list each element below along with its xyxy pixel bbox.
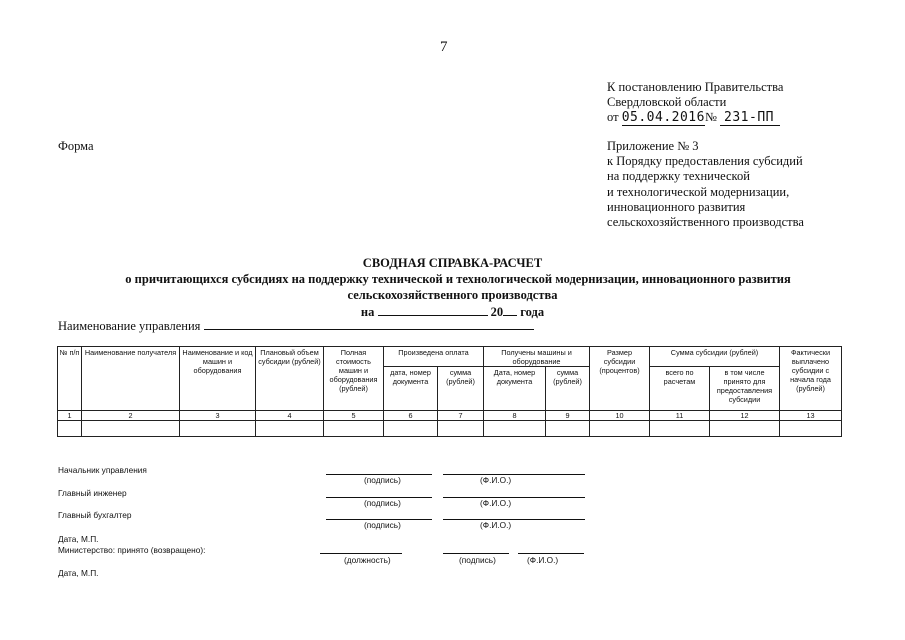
year-mid: 20	[490, 305, 504, 319]
head-label: Начальник управления	[58, 465, 147, 475]
table-cell[interactable]	[710, 421, 780, 437]
header-no: № п/п	[58, 347, 82, 411]
management-blank	[204, 317, 534, 330]
col-num: 9	[546, 411, 590, 421]
appendix-block	[607, 139, 804, 230]
ministry-name-line	[518, 553, 584, 554]
col-num: 8	[484, 411, 546, 421]
ministry-label: Министерство: принято (возвращено):	[58, 545, 206, 555]
appendix-line-6: сельскохозяйственного производства	[607, 215, 804, 230]
approval-no-label: №	[704, 110, 717, 124]
col-num: 13	[780, 411, 842, 421]
engineer-label: Главный инженер	[58, 488, 127, 498]
accountant-signature-caption: (подпись)	[364, 520, 401, 530]
ministry-signature-line	[443, 553, 509, 554]
header-actual-paid: Фактически выплачено субсидии с начала года (рублей)	[780, 347, 842, 411]
form-label: Форма	[58, 139, 94, 153]
date-mp-2: Дата, М.П.	[58, 568, 99, 578]
col-num: 10	[590, 411, 650, 421]
col-num: 1	[58, 411, 82, 421]
header-paid-sum: сумма (рублей)	[438, 367, 484, 411]
approval-block	[607, 80, 783, 126]
head-name-line	[443, 474, 585, 475]
header-paid: Произведена оплата	[384, 347, 484, 367]
appendix-line-4: и технологической модернизации,	[607, 184, 790, 199]
approval-line-2: Свердловской области	[607, 95, 727, 109]
table-cell[interactable]	[82, 421, 180, 437]
appendix-line-5: инновационного развития	[607, 199, 746, 214]
header-planned-subsidy: Плановый объем субсидии (рублей)	[256, 347, 324, 411]
table-cell[interactable]	[180, 421, 256, 437]
accountant-name-line	[443, 519, 585, 520]
header-received-sum: сумма (рублей)	[546, 367, 590, 411]
header-subsidy-accepted: в том числе принято для предоставления субсидии	[710, 367, 780, 411]
table-cell[interactable]	[590, 421, 650, 437]
header-received: Получены машины и оборудование	[484, 347, 590, 367]
summary-table	[57, 346, 842, 437]
col-num: 4	[256, 411, 324, 421]
approval-line-1: К постановлению Правительства	[607, 80, 784, 94]
table-cell[interactable]	[484, 421, 546, 437]
col-num: 2	[82, 411, 180, 421]
year-suffix: года	[520, 305, 545, 319]
table-cell[interactable]	[780, 421, 842, 437]
engineer-name-caption: (Ф.И.О.)	[480, 498, 512, 508]
col-num: 12	[710, 411, 780, 421]
ministry-position-caption: (должность)	[344, 555, 391, 565]
header-equipment: Наименование и код машин и оборудования	[180, 347, 256, 411]
ministry-name-caption: (Ф.И.О.)	[527, 555, 559, 565]
page-number: 7	[440, 39, 448, 55]
head-name-caption: (Ф.И.О.)	[480, 475, 512, 485]
table-cell[interactable]	[438, 421, 484, 437]
header-subsidy-total: всего по расчетам	[650, 367, 710, 411]
header-full-cost: Полная стоимость машин и оборудования (рублей)	[324, 347, 384, 411]
engineer-signature-caption: (подпись)	[364, 498, 401, 508]
document-title: СВОДНАЯ СПРАВКА-РАСЧЕТ	[362, 256, 543, 270]
document-subtitle-2: сельскохозяйственного производства	[347, 288, 558, 302]
header-recipient: Наименование получателя	[82, 347, 180, 411]
approval-number: 231-ПП	[720, 110, 780, 126]
accountant-name-caption: (Ф.И.О.)	[480, 520, 512, 530]
col-num: 11	[650, 411, 710, 421]
engineer-name-line	[443, 497, 585, 498]
col-num: 7	[438, 411, 484, 421]
table-cell[interactable]	[58, 421, 82, 437]
table-cell[interactable]	[384, 421, 438, 437]
date-prefix: на	[360, 305, 375, 319]
head-signature-caption: (подпись)	[364, 475, 401, 485]
table-cell[interactable]	[650, 421, 710, 437]
accountant-label: Главный бухгалтер	[58, 510, 132, 520]
table-cell[interactable]	[256, 421, 324, 437]
header-received-doc: Дата, номер документа	[484, 367, 546, 411]
date-blank	[378, 304, 488, 316]
header-paid-doc: дата, номер документа	[384, 367, 438, 411]
table-cell[interactable]	[324, 421, 384, 437]
table-cell[interactable]	[546, 421, 590, 437]
management-line	[58, 317, 534, 334]
header-rate: Размер субсидии (процентов)	[590, 347, 650, 411]
management-label: Наименование управления	[58, 319, 201, 333]
appendix-line-2: к Порядку предоставления субсидий	[607, 154, 803, 169]
approval-line-3	[607, 110, 783, 126]
table-row	[58, 421, 842, 437]
header-subsidy-sum: Сумма субсидии (рублей)	[650, 347, 780, 367]
column-number-row	[58, 411, 842, 421]
ministry-position-line	[320, 553, 402, 554]
col-num: 3	[180, 411, 256, 421]
approval-date: 05.04.2016	[621, 110, 705, 125]
appendix-line-1: Приложение № 3	[607, 139, 699, 153]
col-num: 6	[384, 411, 438, 421]
col-num: 5	[324, 411, 384, 421]
date-mp-1: Дата, М.П.	[58, 534, 99, 544]
document-subtitle-1: о причитающихся субсидиях на поддержку технической и технологической модернизации, инновационного развития	[125, 272, 791, 286]
year-blank	[503, 304, 517, 316]
appendix-line-3: на поддержку технической	[607, 169, 750, 184]
ministry-signature-caption: (подпись)	[459, 555, 496, 565]
approval-prefix: от	[607, 110, 619, 124]
